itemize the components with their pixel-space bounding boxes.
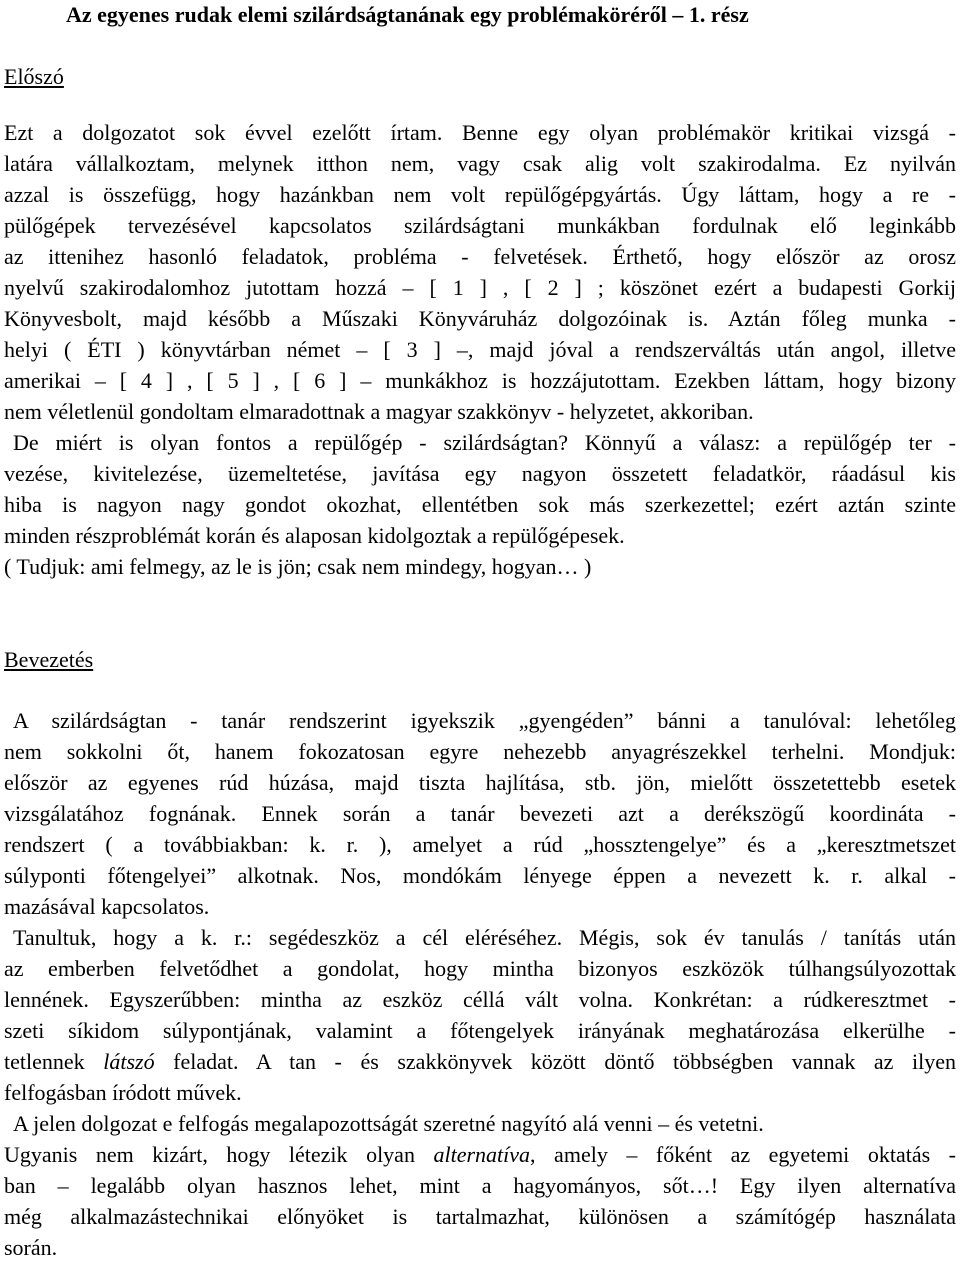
paragraph-line: nem sokkolni őt, hanem fokozatosan egyre nehezebb anyagrészekkel terhelni. Mondjuk: <box>4 739 956 764</box>
paragraph-line: először az egyenes rúd húzása, majd tiszta hajlítása, stb. jön, mielőtt összetettebb esetek <box>4 770 956 795</box>
paragraph-line: Tanultuk, hogy a k. r.: segédeszköz a cél eléréséhez. Mégis, sok év tanulás / tanítás után <box>13 925 956 950</box>
paragraph-line: minden részproblémát korán és alaposan kidolgoztak a repülőgépesek. <box>4 523 625 548</box>
paragraph-line: még alkalmazástechnikai előnyöket is tartalmazhat, különösen a számítógép használata <box>4 1204 956 1229</box>
paragraph-line: ( Tudjuk: ami felmegy, az le is jön; csak nem mindegy, hogyan… ) <box>4 554 592 579</box>
paragraph-line: során. <box>4 1235 58 1260</box>
paragraph-line: amerikai – [ 4 ] , [ 5 ] , [ 6 ] – munkákhoz is hozzájutottam. Ezekben láttam, hogy bizony <box>4 368 956 393</box>
paragraph-line: rendszert ( a továbbiakban: k. r. ), amelyet a rúd „hossztengelye” és a „keresztmetszet <box>4 832 956 857</box>
line-part: Ugyanis nem kizárt, hogy létezik olyan <box>4 1142 415 1167</box>
line-part: feladat. A tan - és szakkönyvek között döntő többségben vannak az ilyen <box>173 1049 957 1074</box>
emphasis-word: látszó <box>103 1049 155 1074</box>
paragraph-line: latára vállalkoztam, melynek itthon nem, vagy csak alig volt szakirodalma. Ez nyilván <box>4 151 956 176</box>
paragraph-line: A szilárdságtan - tanár rendszerint igyekszik „gyengéden” bánni a tanulóval: lehetőleg <box>13 708 956 733</box>
paragraph-line: súlyponti főtengelyei” alkotnak. Nos, mondókám lényege éppen a nevezett k. r. alkal - <box>4 863 956 888</box>
paragraph-line: az ittenihez hasonló feladatok, probléma - felvetések. Érthető, hogy először az orosz <box>4 244 956 269</box>
line-part: tetlennek <box>4 1049 85 1074</box>
paragraph-line: szeti síkidom súlypontjának, valamint a főtengelyek irányának meghatározása elkerülhe - <box>4 1018 956 1043</box>
paragraph-line: De miért is olyan fontos a repülőgép - szilárdságtan? Könnyű a válasz: a repülőgép ter - <box>13 430 956 455</box>
paragraph-line: azzal is összefügg, hogy hazánkban nem volt repülőgépgyártás. Úgy láttam, hogy a re - <box>4 182 956 207</box>
paragraph-line: Ezt a dolgozatot sok évvel ezelőtt írtam. Benne egy olyan problémakör kritikai vizsgá - <box>4 120 956 145</box>
paragraph-line <box>4 1046 956 1077</box>
paragraph-line: mazásával kapcsolatos. <box>4 894 210 919</box>
paragraph-line: vizsgálatához fognának. Ennek során a tanár bevezeti azt a derékszögű koordináta - <box>4 801 956 826</box>
foreword-heading: Előszó <box>4 64 64 89</box>
paragraph-line <box>4 1139 956 1170</box>
paragraph-line: pülőgépek tervezésével kapcsolatos szilárdságtani munkákban fordulnak elő leginkább <box>4 213 956 238</box>
paragraph-line: lennének. Egyszerűbben: mintha az eszköz céllá vált volna. Konkrétan: a rúdkeresztmet - <box>4 987 956 1012</box>
paragraph-line: helyi ( ÉTI ) könyvtárban német – [ 3 ] –, majd jóval a rendszerváltás után angol, illetve <box>4 337 956 362</box>
intro-text <box>4 705 956 1263</box>
foreword-text <box>4 117 956 582</box>
document-title: Az egyenes rudak elemi szilárdságtanának egy problémaköréről – 1. rész <box>66 2 749 27</box>
line-part: , amely – főként az egyetemi oktatás - <box>530 1142 957 1167</box>
paragraph-line: felfogásban íródott művek. <box>4 1080 242 1105</box>
paragraph-line: nem véletlenül gondoltam elmaradottnak a magyar szakkönyv - helyzetet, akkoriban. <box>4 399 754 424</box>
paragraph-line: Könyvesbolt, majd később a Műszaki Könyváruház dolgozóinak is. Aztán főleg munka - <box>4 306 956 331</box>
paragraph-line: nyelvű szakirodalomhoz jutottam hozzá – [ 1 ] , [ 2 ] ; köszönet ezért a budapesti Gorkij <box>4 275 956 300</box>
paragraph-line: az emberben felvetődhet a gondolat, hogy mintha bizonyos eszközök túlhangsúlyozottak <box>4 956 956 981</box>
intro-heading: Bevezetés <box>4 647 94 672</box>
emphasis-word: alternatíva <box>433 1142 531 1167</box>
paragraph-line: hiba is nagyon nagy gondot okozhat, ellentétben sok más szerkezettel; ezért aztán szinte <box>4 492 956 517</box>
paragraph-line: A jelen dolgozat e felfogás megalapozottságát szeretné nagyító alá venni – és vetetni. <box>13 1111 764 1136</box>
paragraph-line: vezése, kivitelezése, üzemeltetése, javítása egy nagyon összetett feladatkör, ráadásul kis <box>4 461 956 486</box>
paragraph-line: ban – legalább olyan hasznos lehet, mint a hagyományos, sőt…! Egy ilyen alternatíva <box>4 1173 956 1198</box>
